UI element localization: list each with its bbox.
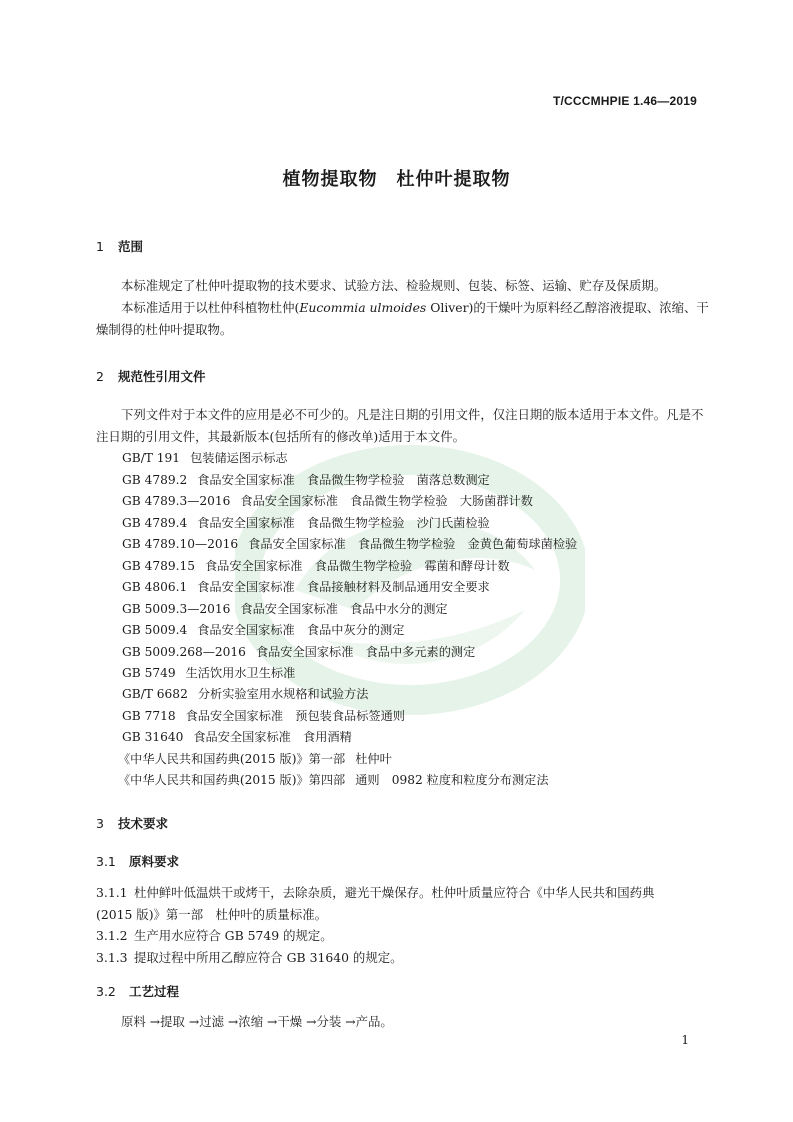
section-3-heading [96, 814, 168, 832]
scope-text: 本标准适用于以杜仲科植物杜仲( [121, 300, 300, 315]
clause-text: 生产用水应符合 GB 5749 的规定。 [134, 928, 333, 943]
reference-title: 杜仲叶 [355, 752, 392, 766]
clause-3-1-1 [96, 883, 654, 901]
process-flow: 原料 →提取 →过滤 →浓缩 →干燥 →分装 →产品。 [121, 1014, 393, 1029]
reference-title: 生活饮用水卫生标准 [185, 666, 296, 680]
reference-item [122, 728, 352, 745]
section-number: 2 [96, 369, 104, 384]
reference-title: 食品安全国家标准 食品微生物学检验 菌落总数测定 [197, 473, 490, 487]
reference-code: GB 4789.15 [122, 559, 195, 573]
subsection-3-1-heading [96, 852, 179, 870]
reference-title: 包装储运图示标志 [190, 451, 288, 465]
latin-name: Eucommia ulmoides [299, 300, 427, 315]
reference-title: 食品安全国家标准 食品微生物学检验 霉菌和酵母计数 [204, 559, 510, 573]
clause-number: 3.1.1 [96, 885, 128, 900]
section-number: 1 [96, 239, 104, 254]
scope-text: Oliver)的干燥叶为原料经乙醇溶液提取、浓缩、干燥制得的杜仲叶提取物。 [96, 300, 709, 337]
reference-code: GB 4789.10—2016 [122, 537, 239, 551]
reference-code: GB 7718 [122, 709, 176, 723]
section-title: 范围 [118, 239, 144, 254]
subsection-title: 原料要求 [129, 854, 180, 869]
reference-code: GB 4789.4 [122, 516, 188, 530]
reference-title: 食品安全国家标准 食品中多元素的测定 [255, 645, 476, 659]
reference-title: 食品安全国家标准 食品微生物学检验 大肠菌群计数 [240, 494, 533, 508]
clause-3-1-3 [96, 948, 403, 966]
subsection-title: 工艺过程 [129, 984, 180, 999]
reference-item [122, 685, 368, 702]
section-title: 规范性引用文件 [118, 369, 206, 384]
reference-title: 食品安全国家标准 食品微生物学检验 沙门氏菌检验 [197, 516, 490, 530]
section-2-heading [96, 367, 206, 385]
reference-item [122, 471, 490, 488]
subsection-number: 3.2 [96, 984, 116, 999]
scope-paragraph-2 [96, 297, 710, 340]
reference-item [122, 621, 404, 638]
subsection-3-2-heading [96, 982, 179, 1000]
clause-number: 3.1.2 [96, 928, 128, 943]
reference-code: GB 5009.3—2016 [122, 602, 231, 616]
reference-item [122, 600, 448, 617]
reference-code: 《中华人民共和国药典(2015 版)》第一部 [118, 752, 346, 766]
reference-item [122, 578, 490, 595]
section-1-heading [96, 237, 143, 255]
document-number: T/CCCMHPIE 1.46—2019 [552, 94, 697, 108]
page-number: 1 [681, 1033, 689, 1047]
reference-code: GB 5009.4 [122, 623, 188, 637]
reference-item [122, 707, 405, 724]
reference-code: GB 5009.268—2016 [122, 645, 246, 659]
reference-title: 食品安全国家标准 食品接触材料及制品通用安全要求 [197, 580, 490, 594]
clause-number: 3.1.3 [96, 950, 128, 965]
reference-code: GB/T 191 [122, 451, 181, 465]
section-number: 3 [96, 816, 104, 831]
references-intro: 下列文件对于本文件的应用是必不可少的。凡是注日期的引用文件，仅注日期的版本适用于本文件。凡是不注日期的引用文件，其最新版本(包括所有的修改单)适用于本文件。 [96, 407, 704, 444]
reference-item [118, 771, 549, 788]
reference-code: GB 31640 [122, 730, 184, 744]
clause-3-1-1-continued: (2015 版)》第一部 杜仲叶的质量标准。 [96, 907, 327, 922]
reference-title: 食品安全国家标准 食用酒精 [193, 730, 352, 744]
reference-item [122, 643, 475, 660]
reference-title: 食品安全国家标准 食品中水分的测定 [240, 602, 448, 616]
reference-title: 通则 0982 粒度和粒度分布测定法 [355, 773, 549, 787]
reference-title: 食品安全国家标准 食品中灰分的测定 [197, 623, 405, 637]
reference-item [122, 449, 288, 466]
reference-item [122, 557, 510, 574]
reference-item [122, 514, 490, 531]
reference-code: GB 4789.2 [122, 473, 188, 487]
subsection-number: 3.1 [96, 854, 116, 869]
reference-item [122, 492, 533, 509]
reference-code: 《中华人民共和国药典(2015 版)》第四部 [118, 773, 346, 787]
reference-title: 食品安全国家标准 食品微生物学检验 金黄色葡萄球菌检验 [248, 537, 578, 551]
reference-title: 分析实验室用水规格和试验方法 [197, 687, 369, 701]
reference-code: GB 4806.1 [122, 580, 188, 594]
reference-item [122, 535, 577, 552]
reference-item [118, 750, 392, 767]
clause-3-1-2 [96, 926, 333, 944]
section-title: 技术要求 [118, 816, 169, 831]
clause-text: 提取过程中所用乙醇应符合 GB 31640 的规定。 [134, 950, 403, 965]
reference-code: GB 4789.3—2016 [122, 494, 231, 508]
scope-paragraph-1: 本标准规定了杜仲叶提取物的技术要求、试验方法、检验规则、包装、标签、运输、贮存及保质期。 [121, 278, 667, 293]
clause-text: 杜仲鲜叶低温烘干或烤干，去除杂质，避光干燥保存。杜仲叶质量应符合《中华人民共和国药典 [134, 885, 655, 900]
reference-title: 食品安全国家标准 预包装食品标签通则 [185, 709, 405, 723]
reference-item [122, 664, 295, 681]
reference-code: GB 5749 [122, 666, 176, 680]
page-title: 植物提取物 杜仲叶提取物 [282, 169, 511, 190]
reference-code: GB/T 6682 [122, 687, 188, 701]
